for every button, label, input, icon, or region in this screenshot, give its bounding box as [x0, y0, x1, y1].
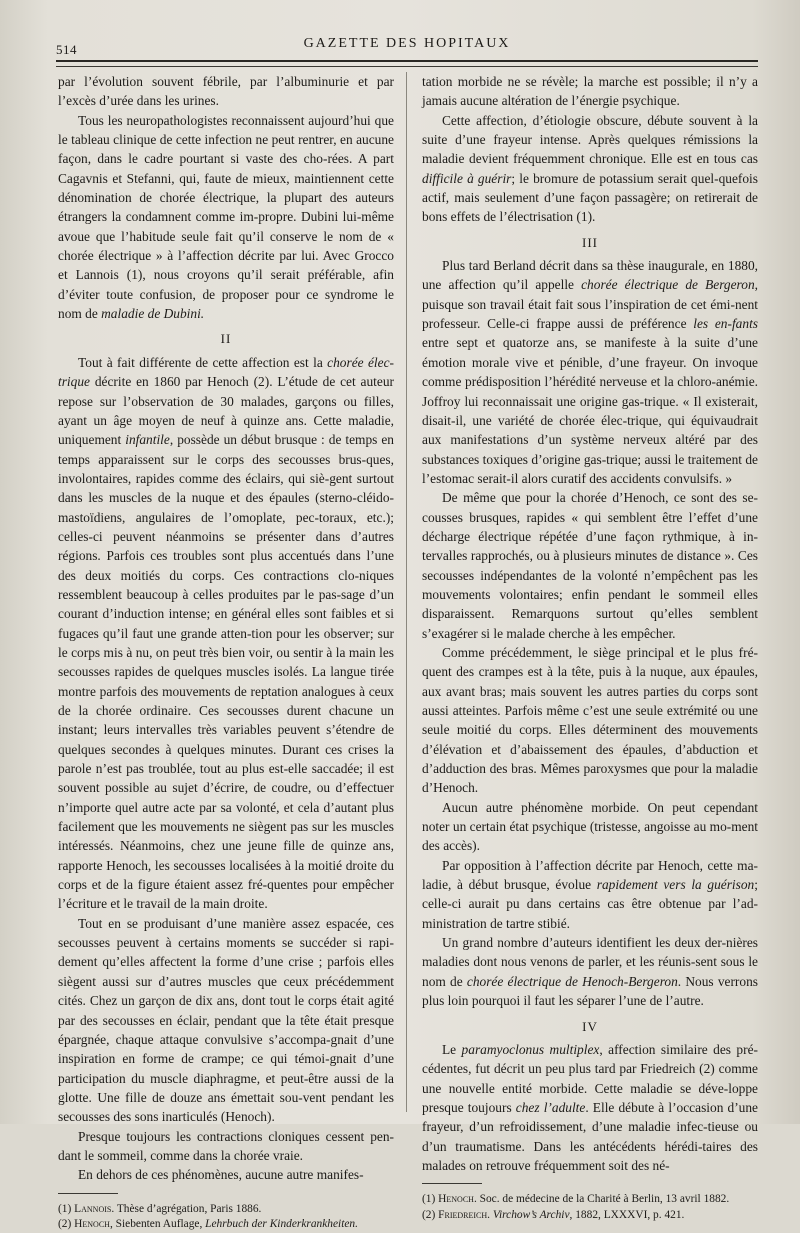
footnote-text: . [487, 1208, 493, 1221]
italic-term: chorée élec-trique [58, 354, 394, 390]
footnote-number: (2) [58, 1218, 72, 1231]
text-run: Tout à fait différente de cette affection est la [78, 354, 328, 370]
footnote-text: . Thèse d’agrégation, Paris 1886. [111, 1202, 262, 1215]
paragraph: Tout en se produisant d’une manière assez espacée, ces secousses peuvent à certains moments se succéder si rapi-dement qu’elles affectent la forme d’une crise ; parfois elles siègent aussi sur d’autres muscles que ceux précédemment cités. Chez un garçon de dix ans, dont tout le corps était agité par des secousses en éclair, pendant que la tête était presque épargnée, chaque attaque convulsive s’accompa-gnait d’une inspiration en forme de crampe; ce qui témoi-gnait d’une participation du muscle diaphragme, et peut-être aussi de la glotte. Une fille de douze ans émettait sou-vent pendant les secousses des sons inarticulés (Henoch). [58, 915, 394, 1125]
section-heading-iv: IV [582, 1018, 598, 1034]
paragraph [422, 256, 758, 488]
footnotes [58, 1202, 394, 1233]
page-number: 514 [56, 42, 77, 57]
footnote-text: . Soc. de médecine de la Charité à Berlin, 13 avril 1882. [473, 1193, 730, 1206]
footnote-author: Friedreich [438, 1208, 488, 1221]
text-run: ; le bromure de potassium serait quel-quefois actif, mais seulement d’une façon passagère; on retirerait de bons effets de l’électrisation (1). [422, 170, 758, 225]
column-divider [406, 72, 407, 1112]
text-run: , possède un début brusque : de temps en temps apparaissent sur le corps des secousses brus-ques, involontaires, rapides comme des éclairs, qui siè-gent surtout dans les muscles de la nuque et des épaules (sterno-cléido-mastoïdiens, angulaires de l’omoplate, pec-toraux, etc.); celles-ci peuvent néanmoins se présenter dans d’autres régions. Parfois ces troubles sont plus accentués dans l’une des deux moitiés du corps. Ces contractions clo-niques ressemblent beaucoup à celles produites par le pas-sage d’un courant d’induction intense; en général elles sont faibles et si fugaces qu’il faut une grande atten-tion pour les observer; sur le corps mis à nu, on peut très bien voir, ou sentir à la main les secousses rapides de quelques muscles isolés. La langue tirée montre parfois des mouvements de reptation analogues à ceux de la chorée ordinaire. Ces secousses durent chacune un instant; leurs intervalles très variables peuvent s’étendre de quelques secondes à quelques minutes. Durant ces crises la parole n’est pas troublée, tout au plus est-elle saccadée; il est souvent possible au sujet d’écrire, de coudre, ou d’effectuer n’importe quel autre acte par sa volonté, et cela d’autant plus facilement que les mouvements ne siègent pas sur les muscles intéressés. Néanmoins, chez une jeune fille de quinze ans, rapporte Henoch, les secousses localisées à la moitié droite du corps et de la figure étaient assez fré-quentes pour empêcher l’écriture et le travail de la main droite. [58, 432, 394, 912]
paragraph: Presque toujours les contractions cloniques cessent pen-dant le sommeil, comme dans la chorée vraie. [58, 1128, 394, 1163]
page-header [56, 32, 758, 56]
text-run: . Nous verrons plus loin pourquoi il faut les séparer l’une de l’autre. [422, 973, 758, 1009]
paragraph [58, 111, 394, 324]
italic-term: difficile à guérir [422, 170, 512, 186]
footnote-number: (1) [58, 1202, 72, 1215]
left-column [58, 72, 394, 1233]
text-run: Par opposition à l’affection décrite par Henoch, cette ma-ladie, à début brusque, évolue [422, 857, 758, 893]
paragraph [422, 1040, 758, 1175]
text-run: Cette affection, d’étiologie obscure, débute souvent à la suite d’une frayeur intense. Après quelques rémissions la maladie devient fréquemment chronique. Elle est en tous cas [422, 112, 758, 167]
italic-term: les en-fants [693, 316, 758, 332]
italic-term: chez l’adulte [515, 1099, 586, 1115]
paragraph: par l’évolution souvent fébrile, par l’albuminurie et par l’excès d’urée dans les urines. [58, 74, 394, 109]
italic-term: paramyoclonus multiplex [461, 1041, 600, 1057]
italic-term: chorée électrique de Henoch-Bergeron [466, 973, 678, 989]
italic-term: maladie de Dubini. [101, 306, 205, 322]
footnote-author: Henoch [74, 1218, 110, 1231]
footnotes [422, 1192, 758, 1223]
section-heading-ii: II [220, 331, 232, 347]
footnote [58, 1202, 394, 1218]
footnote-rule [422, 1183, 482, 1184]
paragraph: De même que pour la chorée d’Henoch, ce sont des se-cousses brusques, rapides « qui semblent être l’effet d’une décharge électrique répétée d’une façon rythmique, à in-tervalles rapprochés, ou à plusieurs minutes de distance ». Ces secousses indépendantes de la volonté n’empêchent pas les mouvements volontaires; enfin pendant le sommeil elles disparaissent. Remarquons surtout qu’elles semblent s’exagérer si le malade cherche à les empêcher. [422, 490, 758, 641]
paragraph: tation morbide ne se révèle; la marche est possible; il n’y a jamais aucune altération de l’énergie psychique. [422, 74, 758, 109]
footnote-title: Virchow’s Archiv [492, 1208, 570, 1221]
paragraph [58, 353, 394, 914]
text-run: Tous les neuropathologistes reconnaissent aujourd’hui que le tableau clinique de cette infection ne peut rentrer, en aucune façon, dans le cadre pourtant si vaste des cho-rées. A part Cagavnis et Stefanni, qui, faute de mieux, maintiennent cette dénomination de chorée électrique, la plupart des auteurs étrangers la condamnent comme im-propre. Dubini lui-même avoue que l’habitude seule fait qu’il conserve le nom de « chorée électrique » à l’affection décrite par lui. Avec Grocco et Lannois (1), nous croyons qu’il serait préférable, afin d’éviter toute confusion, de proposer pour ce syndrome le nom de [58, 112, 394, 322]
text-run: , affection similaire des pré-cédentes, fut décrit un peu plus tard par Friedreich (2) comme une nouvelle entité morbide. Cette maladie se déve-loppe presque toujours [422, 1041, 758, 1115]
italic-term: chorée électrique de Bergeron [581, 277, 755, 293]
text-run: Plus tard Berland décrit dans sa thèse inaugurale, en 1880, une affection qu’il appelle [422, 258, 758, 293]
footnote-title: Lehrbuch der Kinderkrankheiten. [205, 1218, 358, 1231]
paragraph: Aucun autre phénomène morbide. On peut cependant noter un certain état psychique (tristesse, angoisse au mo-ment des accès). [422, 799, 758, 854]
text-run: décrite en 1860 par Henoch (2). L’étude de cet auteur repose sur l’observation de 30 malades, garçons ou filles, ayant un âge moyen de neuf à quinze ans. Cette maladie, uniquement [58, 374, 394, 448]
right-column [422, 72, 758, 1223]
text-run: Un grand nombre d’auteurs identifient les deux der-nières maladies dont nous venons de parler, et les réunis-sent sous le nom de [422, 935, 758, 989]
footnote [422, 1208, 758, 1224]
paragraph: En dehors de ces phénomènes, aucune autre manifes- [78, 1167, 364, 1183]
paragraph [422, 111, 758, 227]
footnote-text: , Siebenten Auflage, [109, 1218, 206, 1231]
paragraph [422, 856, 758, 933]
footnote-number: (2) [422, 1208, 436, 1221]
paragraph: Comme précédemment, le siège principal et le plus fré-quent des crampes est à la tête, puis à la nuque, aux épaules, aux avant bras; mais souvent les autres parties du corps sont aussi atteintes. Parfois même c’est une seule extrémité ou une seule moitié du corps. Elles déterminent des mouvements d’élévation et d’abaissement des épaules, d’abduction et d’adduction des bras. Mêmes paroxysmes que pour la maladie d’Henoch. [422, 644, 758, 796]
paragraph [422, 933, 758, 1010]
section-heading-iii: III [582, 234, 598, 250]
header-rule-thin [56, 66, 758, 67]
footnote-number: (1) [422, 1193, 436, 1206]
header-rule [56, 60, 758, 62]
text-run: ; celle-ci aurait pu dans certains cas être obtenue par l’ad-ministration de tartre stibié. [422, 877, 758, 931]
text-run: Le [442, 1041, 462, 1057]
footnote-author: Lannois [74, 1202, 112, 1215]
footnote-rule [58, 1193, 118, 1194]
italic-term: infantile [125, 432, 170, 448]
footnote-author: Henoch [438, 1193, 474, 1206]
text-run: , puisque son travail était fait sous l’inspiration de cet émi-nent professeur. Celle-ci frappe aussi de préférence [422, 277, 759, 332]
text-run: entre sept et quatorze ans, se manifeste à la suite d’une émotion morale vive et pénible, d’une frayeur. On invoque comme prédisposition l’hérédité nerveuse et la chloro-anémie. Joffroy lui reconnaissait une origine gas-trique. « Il existerait, disait-il, une variété de chorée élec-trique, qui équivaudrait aux manifestations d’un système nerveux altéré par des substances toxiques d’origine gas-trique; aussi le traitement de l’estomac serait-il alors curatif des accidents convulsifs. » [422, 335, 758, 486]
footnote [422, 1192, 758, 1208]
italic-term: rapidement vers la guérison [596, 877, 755, 893]
footnote [58, 1217, 394, 1233]
footnote-text: , 1882, LXXXVI, p. 421. [569, 1208, 685, 1221]
text-run: . Elle débute à l’occasion d’une frayeur, d’un refroidissement, d’une maladie infec-tieuse ou d’un traumatisme. Dans les antécédents hérédi-taires des malades on retrouve fréquemment soit des né- [422, 1099, 758, 1173]
journal-title: GAZETTE DES HOPITAUX [303, 36, 511, 51]
